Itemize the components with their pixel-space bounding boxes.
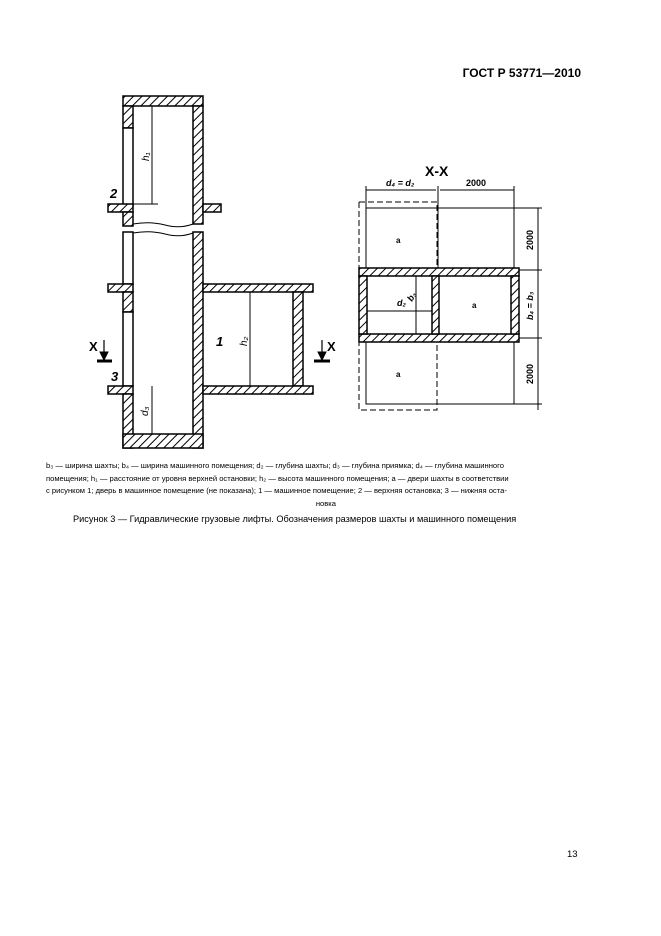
section-title: X-X [425, 163, 449, 179]
document-header: ГОСТ Р 53771—2010 [462, 66, 581, 80]
legend-line-4: новка [315, 498, 336, 508]
figure-caption: Рисунок 3 — Гидравлические грузовые лифты. Обозначения размеров шахты и машинного помещения [73, 514, 517, 524]
vertical-section [108, 96, 313, 448]
dim-right-middle: b₄ = b₃ [525, 291, 535, 320]
page-number: 13 [567, 849, 578, 860]
legend-line-3: с рисунком 1; дверь в машинное помещение (не показана); 1 — машинное помещение; 2 — верхняя остановка; 3 — нижняя оста- [46, 486, 507, 495]
figure-legend [46, 460, 586, 510]
legend-line-2: помещения; h₁ — расстояние от уровня верхней остановки; h₂ — высота машинного помещения; a — двери шахты в соответствии [46, 473, 509, 483]
plan-section [359, 186, 542, 410]
lift-shaft-drawing [0, 0, 661, 460]
label-2: 2 [110, 186, 118, 201]
door-a-top: a [396, 236, 401, 245]
section-x-left: X [89, 339, 98, 354]
h2-label: h₂ [239, 336, 250, 346]
section-x-right: X [327, 339, 336, 354]
label-3: 3 [111, 369, 119, 384]
dim-right-top: 2000 [525, 229, 535, 250]
d2-label: d₂ [397, 298, 406, 308]
b3-label: b₃ [405, 290, 419, 303]
d3-label: d₃ [140, 406, 151, 416]
section-marker-left [97, 340, 112, 361]
dim-right-bottom: 2000 [525, 363, 535, 384]
dim-top-left: d₄ = d₂ [386, 178, 415, 188]
dim-top-right: 2000 [466, 178, 487, 188]
label-1: 1 [216, 334, 224, 349]
legend-line-1: b₃ — ширина шахты; b₄ — ширина машинного помещения; d₂ — глубина шахты; d₃ — глубина приямка; d₄ — глубина машинного [46, 461, 504, 470]
door-a-middle: a [472, 301, 477, 310]
h1-label: h₁ [141, 152, 152, 161]
door-a-bottom: a [396, 370, 401, 379]
